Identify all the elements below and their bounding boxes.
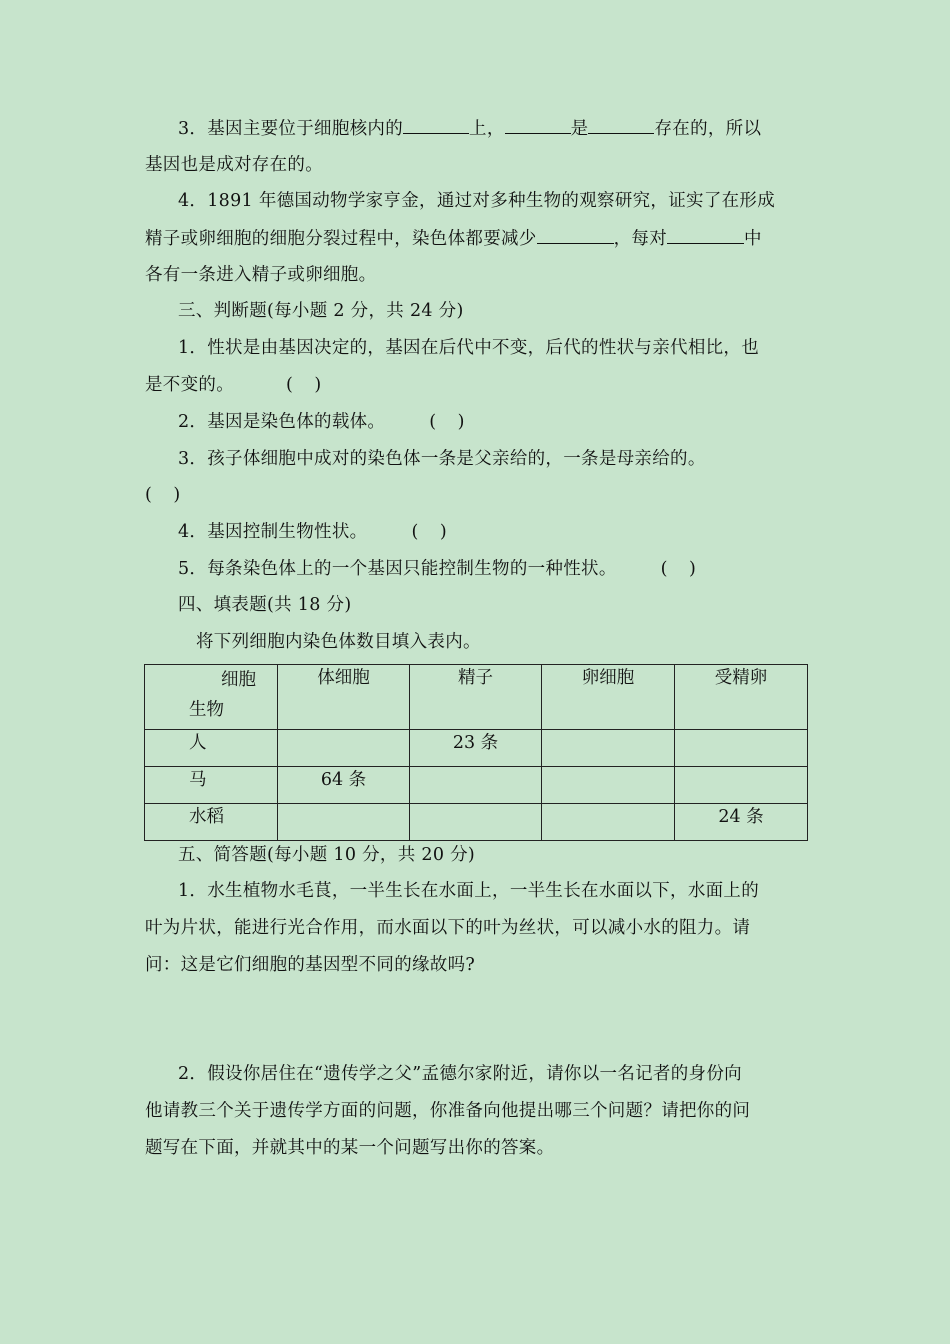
table-row — [145, 804, 808, 841]
fill-question-3-line1 — [178, 116, 761, 141]
question-number: 3． — [178, 449, 208, 469]
question-number: 2． — [178, 1064, 208, 1084]
answer-bracket[interactable]: ( ) — [429, 412, 473, 432]
question-text: 存在的，所以 — [654, 119, 762, 139]
chromosome-table — [144, 664, 808, 841]
table-row — [145, 767, 808, 804]
answer-blank[interactable] — [667, 226, 744, 244]
column-header: 精子 — [410, 665, 542, 730]
question-text: 是不变的。 — [145, 375, 234, 395]
question-number: 5． — [178, 559, 208, 579]
row-label: 马 — [145, 767, 278, 804]
question-text: 水生植物水毛茛，一半生长在水面上，一半生长在水面以下，水面上的 — [207, 881, 760, 901]
table-cell[interactable] — [542, 804, 675, 841]
question-number: 4． — [178, 522, 208, 542]
judge-question-1-line2 — [145, 373, 329, 397]
table-cell[interactable] — [410, 767, 542, 804]
short-question-2-line2: 他请教三个关于遗传学方面的问题，你准备向他提出哪三个问题？请把你的问 — [145, 1101, 751, 1121]
answer-blank[interactable] — [588, 116, 654, 134]
answer-bracket[interactable]: ( ) — [411, 522, 455, 542]
question-text: 上， — [469, 119, 505, 139]
table-cell[interactable] — [675, 730, 808, 767]
table-cell[interactable] — [542, 730, 675, 767]
question-number: 4． — [178, 191, 208, 211]
judge-question-2 — [178, 410, 472, 434]
judge-question-4 — [178, 520, 455, 544]
row-label: 水稻 — [145, 804, 278, 841]
section-5-heading: 五、简答题(每小题 10 分，共 20 分) — [178, 845, 476, 865]
column-header: 卵细胞 — [542, 665, 675, 730]
short-question-1-line2: 叶为片状，能进行光合作用，而水面以下的叶为丝状，可以减小水的阻力。请 — [145, 918, 751, 938]
fill-question-4-line1 — [178, 189, 775, 213]
judge-question-1-line1 — [178, 336, 759, 360]
judge-question-3 — [178, 447, 706, 471]
answer-blank[interactable] — [403, 116, 469, 134]
answer-bracket[interactable]: ( ) — [145, 485, 189, 505]
column-header: 体细胞 — [278, 665, 410, 730]
question-text: 精子或卵细胞的细胞分裂过程中，染色体都要减少 — [145, 229, 537, 249]
table-cell[interactable] — [410, 804, 542, 841]
question-text: 是 — [570, 119, 589, 139]
question-text: 每条染色体上的一个基因只能控制生物的一种性状。 — [207, 559, 617, 579]
table-header-row — [145, 665, 808, 730]
question-text: ，每对 — [613, 229, 668, 249]
answer-blank[interactable] — [505, 116, 571, 134]
question-number: 2． — [178, 412, 208, 432]
short-question-2-line1 — [178, 1062, 742, 1086]
question-text: 1891 年德国动物学家亨金，通过对多种生物的观察研究，证实了在形成 — [207, 191, 776, 211]
short-question-2-line3: 题写在下面，并就其中的某一个问题写出你的答案。 — [145, 1138, 555, 1158]
question-text: 基因控制生物性状。 — [207, 522, 368, 542]
table-cell[interactable]: 23 条 — [410, 730, 542, 767]
answer-bracket[interactable]: ( ) — [286, 375, 330, 395]
short-question-1-line3: 问：这是它们细胞的基因型不同的缘故吗? — [145, 955, 476, 975]
table-cell[interactable] — [278, 730, 410, 767]
table-cell[interactable] — [278, 804, 410, 841]
table-corner-cell — [145, 665, 278, 730]
corner-label-cell: 细胞 — [221, 670, 256, 690]
section-4-heading: 四、填表题(共 18 分) — [178, 595, 352, 615]
judge-question-3-bracket-line — [145, 483, 188, 507]
row-label: 人 — [145, 730, 278, 767]
answer-bracket[interactable]: ( ) — [660, 559, 704, 579]
judge-question-5 — [178, 557, 704, 581]
table-row — [145, 730, 808, 767]
fill-question-4-line2 — [145, 226, 762, 251]
table-cell[interactable] — [542, 767, 675, 804]
fill-question-3-line2: 基因也是成对存在的。 — [145, 155, 323, 175]
table-instruction: 将下列细胞内染色体数目填入表内。 — [196, 632, 481, 652]
answer-blank[interactable] — [537, 226, 614, 244]
fill-question-4-line3: 各有一条进入精子或卵细胞。 — [145, 265, 377, 285]
column-header: 受精卵 — [675, 665, 808, 730]
corner-label-organism: 生物 — [189, 700, 224, 720]
question-text: 基因主要位于细胞核内的 — [207, 119, 404, 139]
question-number: 3． — [178, 119, 208, 139]
table-cell[interactable]: 64 条 — [278, 767, 410, 804]
section-3-heading: 三、判断题(每小题 2 分，共 24 分) — [178, 301, 464, 321]
question-text: 孩子体细胞中成对的染色体一条是父亲给的，一条是母亲给的。 — [207, 449, 706, 469]
question-text: 性状是由基因决定的，基因在后代中不变，后代的性状与亲代相比，也 — [207, 338, 760, 358]
question-text: 中 — [744, 229, 762, 249]
short-question-1-line1 — [178, 879, 759, 903]
question-number: 1． — [178, 881, 208, 901]
table-cell[interactable]: 24 条 — [675, 804, 808, 841]
table-cell[interactable] — [675, 767, 808, 804]
question-text: 基因是染色体的载体。 — [207, 412, 386, 432]
question-text: 假设你居住在“遗传学之父”孟德尔家附近，请你以一名记者的身份向 — [207, 1064, 742, 1084]
question-number: 1． — [178, 338, 208, 358]
